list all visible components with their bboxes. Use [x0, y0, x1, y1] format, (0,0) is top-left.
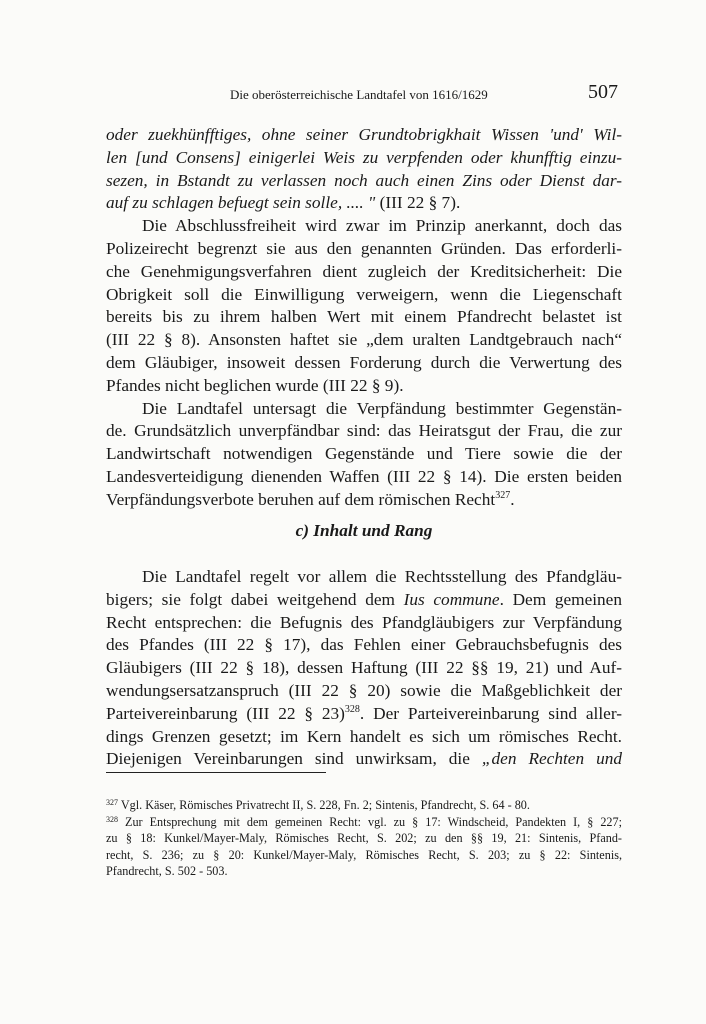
- text-line: Polizeirecht begrenzt sie aus den genannten Gründen. Das erforderli-: [106, 238, 622, 258]
- text-line: bereits bis zu ihrem halben Wert mit einem Pfandrecht belastet ist: [106, 307, 622, 327]
- text-line: Verpfändungsverbote beruhen auf dem römischen Recht$^{327}$.: [106, 489, 515, 509]
- text-line: Die Landtafel untersagt die Verpfändung bestimmter Gegenstän-: [142, 398, 622, 418]
- text-line: oder zuekhünfftiges, ohne seiner Grundtobrigkhait Wissen 'und' Wil-: [106, 125, 622, 144]
- text-line: auf zu schlagen befuegt sein solle, .... " (III 22 § 7).: [106, 193, 461, 213]
- footnotes: [106, 797, 622, 880]
- text-line: Landesverteidigung dienenden Waffen (III 22 § 14). Die ersten beiden: [106, 466, 622, 486]
- text-line: de. Grundsätzlich unverpfändbar sind: das Heiratsgut der Frau, die zur: [106, 421, 622, 441]
- text-line: Landwirtschaft notwendigen Gegenstände und Tiere sowie die der: [106, 444, 622, 464]
- section-1-text: [106, 124, 622, 512]
- text-line: des Pfandes (III 22 § 17), das Fehlen einer Gebrauchsbefugnis des: [106, 635, 622, 655]
- text-line: Gläubigers (III 22 § 18), dessen Haftung (III 22 §§ 19, 21) und Auf-: [106, 658, 622, 678]
- running-head: [106, 81, 622, 105]
- footnote-line: Pfandrecht, S. 502 - 503.: [106, 864, 228, 879]
- footnote-328: $^{328}$ Zur Entsprechung mit dem gemeinen Recht: vgl. zu § 17: Windscheid, Pandekten I, § 227;: [106, 814, 622, 829]
- text-line: wendungsersatzanspruch (III 22 § 20) sowie die Maßgeblichkeit der: [106, 680, 622, 700]
- page-number: 507: [588, 81, 618, 103]
- text-line: bigers; sie folgt dabei weitgehend dem Ius commune. Dem gemeinen: [106, 589, 622, 609]
- footnote-line: recht, S. 236; zu § 20: Kunkel/Mayer-Maly, Römisches Recht, S. 203; zu § 22: Sintenis,: [106, 847, 622, 862]
- paragraph-3: [106, 398, 622, 512]
- text-line: (III 22 § 8). Ansonsten haftet sie „dem uralten Landtgebrauch nach“: [106, 330, 622, 350]
- section-heading: c) Inhalt und Rang: [295, 521, 433, 540]
- text-line: Diejenigen Vereinbarungen sind unwirksam, die „den Rechten und: [106, 749, 622, 769]
- footnote-ref-328: 328: [344, 703, 360, 715]
- section-2-text: [106, 566, 622, 771]
- footnote-divider: [106, 772, 326, 773]
- text-line: sezen, in Bstandt zu verlassen noch auch einen Zins oder Dienst dar-: [106, 170, 622, 190]
- text-line: Parteivereinbarung (III 22 § 23)$^{328}$. Der Parteivereinbarung sind aller-: [106, 703, 622, 723]
- running-title: Die oberösterreichische Landtafel von 1616/1629: [230, 87, 488, 102]
- text-line: Obrigkeit soll die Einwilligung verweigern, wenn die Liegenschaft: [106, 284, 622, 304]
- paragraph-quote: [106, 124, 622, 215]
- text-line: che Genehmigungsverfahren dient zugleich der Kreditsicherheit: Die: [106, 261, 622, 281]
- text-line: Pfandes nicht beglichen wurde (III 22 § 9).: [106, 375, 404, 395]
- footnote-ref-327: 327: [495, 489, 511, 501]
- footnote-327: $^{327}$ Vgl. Käser, Römisches Privatrecht II, S. 228, Fn. 2; Sintenis, Pfandrecht, S. 64 - 80.: [106, 798, 530, 812]
- text-line: Die Landtafel regelt vor allem die Rechtsstellung des Pfandgläu-: [142, 567, 622, 586]
- text-line: Recht entsprechen: die Befugnis des Pfandgläubigers zur Verpfändung: [106, 612, 622, 632]
- text-line: len [und Consens] einigerlei Weis zu verpfenden oder khunfftig einzu-: [106, 147, 622, 167]
- footnote-line: zu § 18: Kunkel/Mayer-Maly, Römisches Recht, S. 202; zu den §§ 19, 21: Sintenis, Pfand-: [106, 831, 622, 846]
- text-line: dings Grenzen gesetzt; im Kern handelt es sich um römisches Recht.: [106, 726, 622, 746]
- paragraph-2: [106, 215, 622, 397]
- text-line: dem Gläubiger, insoweit dessen Forderung durch die Verwertung des: [106, 352, 622, 372]
- text-line: Die Abschlussfreiheit wird zwar im Prinzip anerkannt, doch das: [142, 216, 622, 236]
